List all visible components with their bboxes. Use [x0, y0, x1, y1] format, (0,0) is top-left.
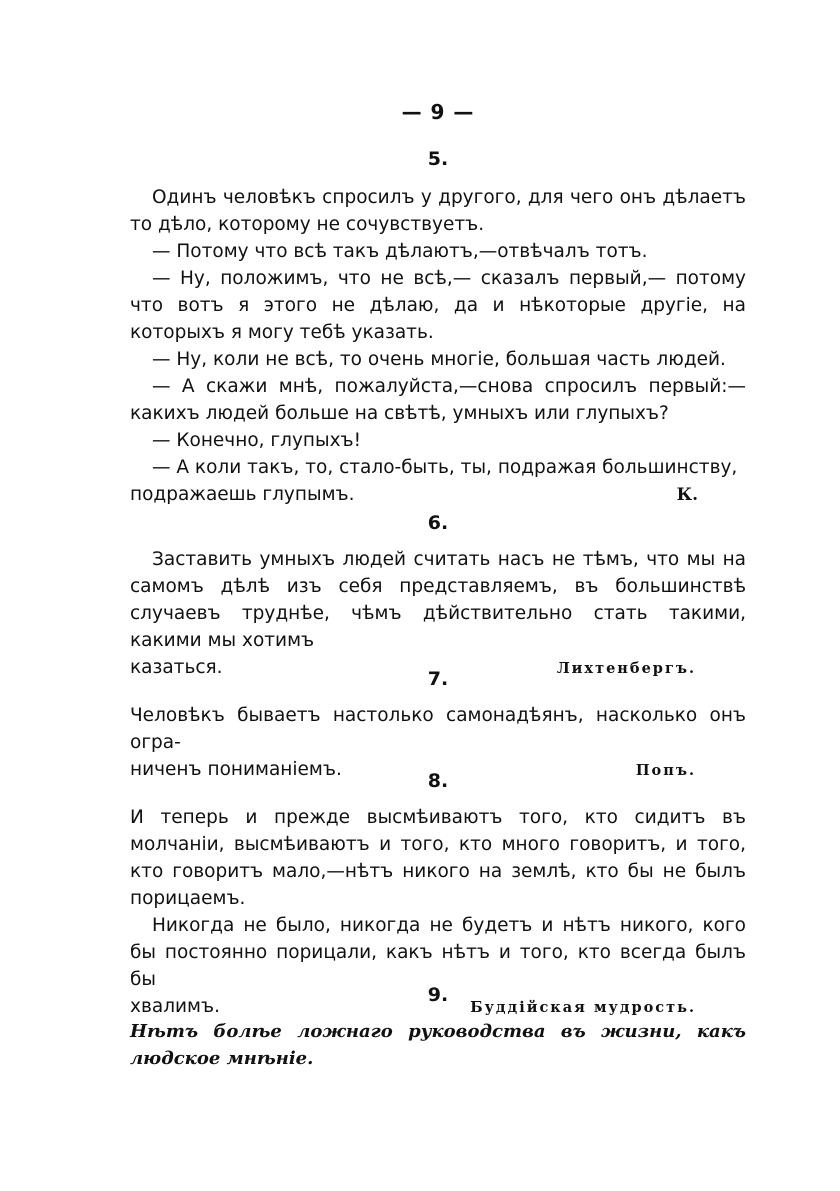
section-5-text [130, 184, 746, 509]
paragraph: — А коли такъ, то, стало-быть, ты, подражая большинству, [152, 457, 738, 478]
paragraph: И теперь и прежде высмѣиваютъ того, кто сидитъ въ молчаніи, высмѣиваютъ и того, кто много говоритъ, и того, кто говоритъ мало,—нѣтъ никого на землѣ, кто бы не былъ порицаемъ. [130, 807, 746, 909]
paragraph-tail: ниченъ пониманіемъ. [130, 759, 342, 780]
paragraph: — А скажи мнѣ, пожалуйста,—снова спросилъ первый:—какихъ людей больше на свѣтѣ, умныхъ или глупыхъ? [130, 376, 746, 424]
paragraph: Никогда не было, никогда не будетъ и нѣтъ никого, кого бы постоянно порицали, какъ нѣтъ и того, кто всегда былъ бы [130, 915, 746, 990]
section-6-text [130, 546, 746, 682]
section-number-5: 5. [427, 148, 449, 170]
paragraph: Одинъ человѣкъ спросилъ у другого, для чего онъ дѣлаетъ то дѣло, которому не сочувствуетъ. [130, 187, 746, 235]
paragraph: — Конечно, глупыхъ! [152, 430, 362, 451]
section-9-text [130, 1018, 746, 1072]
attribution: Лихтенбергъ. [556, 660, 696, 677]
paragraph: — Ну, коли не всѣ, то очень многіе, большая часть людей. [152, 349, 726, 370]
paragraph-tail: хвалимъ. [130, 996, 220, 1017]
paragraph: Заставить умныхъ людей считать насъ не тѣмъ, что мы на самомъ дѣлѣ изъ себя представляемъ, въ большинствѣ случаевъ труднѣе, чѣмъ дѣйствительно стать такими, какими мы хотимъ [130, 549, 746, 651]
section-number-7: 7. [427, 668, 449, 690]
attribution: Буддійская мудрость. [470, 999, 696, 1016]
paragraph: — Ну, положимъ, что не всѣ,— сказалъ первый,— потому что вотъ я этого не дѣлаю, да и нѣкоторые другіе, на которыхъ я могу тебѣ указать. [130, 268, 746, 343]
section-5-last-line [130, 481, 746, 509]
paragraph-tail: казаться. [130, 657, 223, 678]
section-number-6: 6. [427, 512, 449, 534]
section-number-9: 9. [427, 984, 449, 1006]
section-number-8: 8. [427, 770, 449, 792]
book-page [130, 0, 746, 1191]
paragraph: — Потому что всѣ такъ дѣлаютъ,—отвѣчалъ тотъ. [152, 241, 648, 262]
attribution: Попъ. [635, 762, 696, 779]
page-number: — 9 — [401, 100, 475, 124]
paragraph: Человѣкъ бываетъ настолько самонадѣянъ, насколько онъ огра- [130, 705, 746, 753]
paragraph: Нѣтъ болѣе ложнаго руководства въ жизни, какъ людское мнѣніе. [130, 1021, 746, 1069]
paragraph-tail: подражаешь глупымъ. [130, 484, 355, 505]
attribution: К. [676, 485, 698, 505]
